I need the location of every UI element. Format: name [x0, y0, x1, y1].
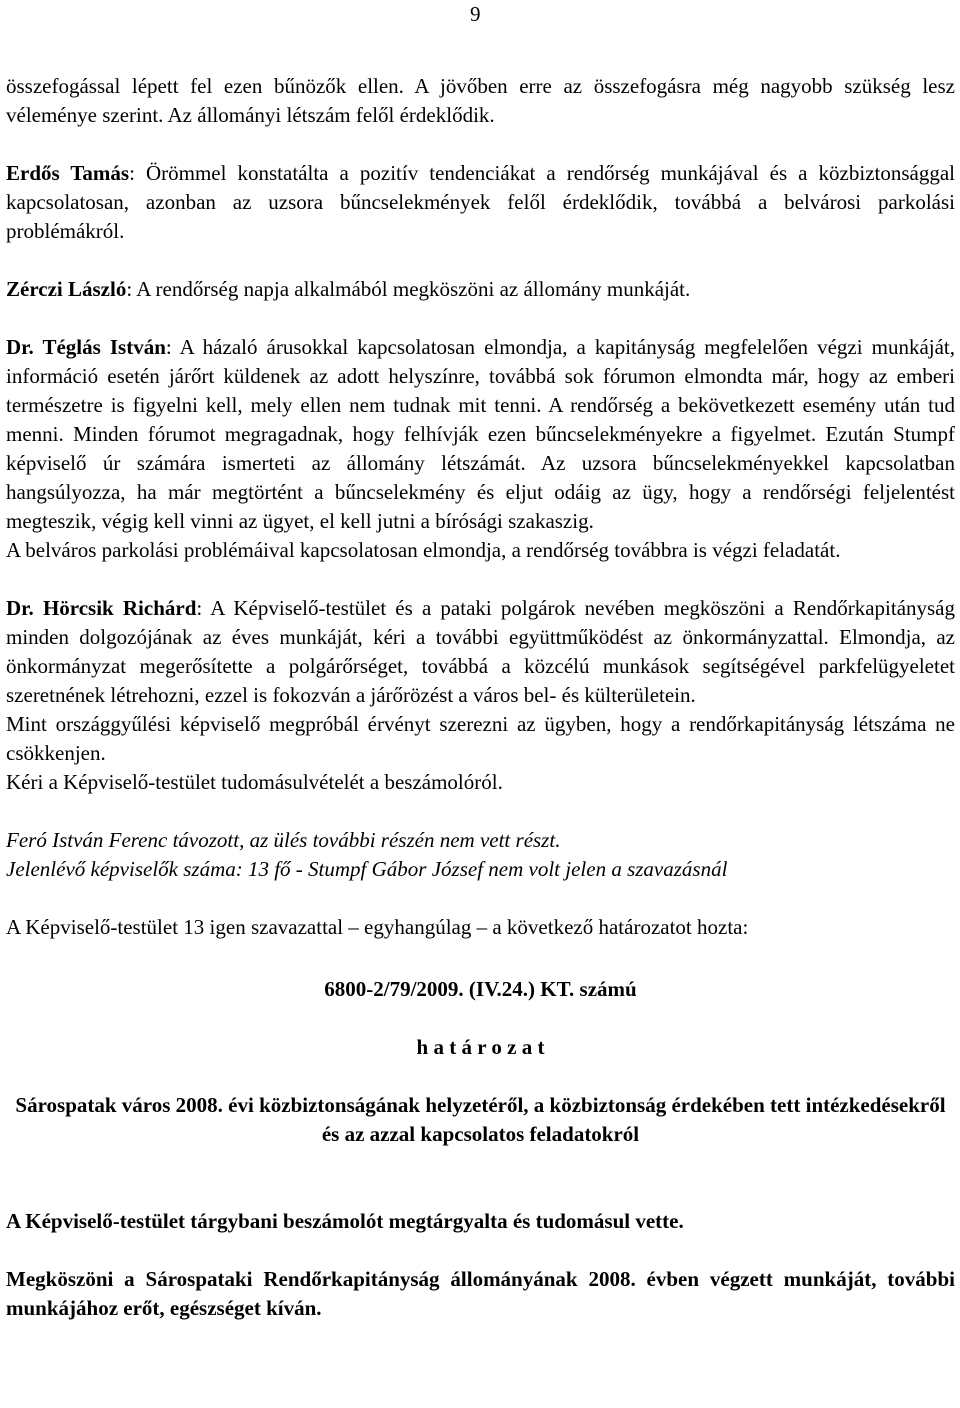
resolution-title	[6, 1091, 955, 1149]
resolution-decision-1	[6, 1207, 955, 1236]
speaker-name: Zérczi László	[6, 277, 127, 301]
paragraph-horcsik	[6, 594, 955, 710]
paragraph-text: : A rendőrség napja alkalmából megköszöni az állomány munkáját.	[126, 277, 691, 301]
paragraph-text: : A Képviselő-testület és a pataki polgárok nevében megköszöni a Rendőrkapitányság minden dolgozójának az éves munkáját, kéri a további együttműködést az önkormányzattal. Elmondja, az önkormányzat megerősítette a polgárőrséget, továbbá a közcélú munkások segítségével parkfelügyeletet szeretnének létrehozni, ezzel is fokozván a járőrözést a város bel- és külterületein.	[6, 596, 956, 707]
note-attendance: Jelenlévő képviselők száma: 13 fő - Stumpf Gábor József nem volt jelen a szavazásnál	[6, 857, 728, 881]
decision-1-text: A Képviselő-testület tárgybani beszámolót megtárgyalta és tudomásul vette.	[6, 1209, 684, 1233]
paragraph-horcsik-mp: Mint országgyűlési képviselő megpróbál érvényt szerezni az ügyben, hogy a rendőrkapitányság létszáma ne csökkenjen.	[6, 712, 955, 765]
resolution-title-text: Sárospatak város 2008. évi közbiztonságának helyzetéről, a közbiztonság érdekében tett intézkedésekről és az azzal kapcsolatos feladatokról	[15, 1093, 946, 1146]
speaker-name: Dr. Téglás István	[6, 335, 166, 359]
speaker-name: Erdős Tamás	[6, 161, 130, 185]
resolution-decision-2	[6, 1265, 955, 1323]
paragraph-teglas-parking: A belváros parkolási problémáival kapcsolatosan elmondja, a rendőrség továbbra is végzi feladatát.	[6, 538, 841, 562]
paragraph-intro: összefogással lépett fel ezen bűnözők ellen. A jövőben erre az összefogásra még nagyobb szükség lesz véleménye szerint. Az állományi létszám felől érdeklődik.	[6, 74, 955, 127]
decision-2-text: Megköszöni a Sárospataki Rendőrkapitányság állományának 2008. évben végzett munkáját, további munkájához erőt, egészséget kíván.	[6, 1267, 955, 1320]
paragraph-horcsik-request: Kéri a Képviselő-testület tudomásulvételét a beszámolóról.	[6, 770, 503, 794]
note-departure: Feró István Ferenc távozott, az ülés további részén nem vett részt.	[6, 828, 561, 852]
paragraph-text: : A házaló árusokkal kapcsolatosan elmondja, a kapitányság megfelelően végzi munkáját, információ esetén járőrt küldenek az adott helyszínre, továbbá sok fórumon elmondta már, hogy az emberi természetre is figyelni kell, mely ellen nem tudnak mit tenni. A rendőrség a bekövetkezett esemény után tud menni. Minden fórumot megragadnak, hogy felhívják ezen bűncselekményekre a figyelmet. Ezután Stumpf képviselő úr számára ismerteti az állomány létszámát. Az uzsora bűncselekményekkel kapcsolatban hangsúlyozza, ha már megtörtént a bűncselekmény és eljut odáig az ügy, hogy a rendőrségi feljelentést megteszik, végig kell vinni az ügyet, el kell jutni a bírósági szakaszig.	[6, 335, 955, 533]
resolution-heading-text: h a t á r o z a t	[416, 1035, 545, 1059]
resolution-number	[6, 975, 955, 1004]
resolution-heading	[6, 1033, 955, 1062]
paragraph-erdos	[6, 159, 955, 246]
paragraph-teglas	[6, 333, 955, 536]
vote-statement: A Képviselő-testület 13 igen szavazattal – egyhangúlag – a következő határozatot hozta:	[6, 915, 749, 939]
document-body	[6, 72, 955, 1323]
resolution-number-text: 6800-2/79/2009. (IV.24.) KT. számú	[324, 977, 637, 1001]
page-number: 9	[470, 2, 481, 26]
speaker-name: Dr. Hörcsik Richárd	[6, 596, 197, 620]
paragraph-text: : Örömmel konstatálta a pozitív tendenciákat a rendőrség munkájával és a közbiztonsággal kapcsolatosan, azonban az uzsora bűncselekmények felől érdeklődik, továbbá a belvárosi parkolási problémákról.	[6, 161, 955, 243]
paragraph-zerczi	[6, 275, 955, 304]
